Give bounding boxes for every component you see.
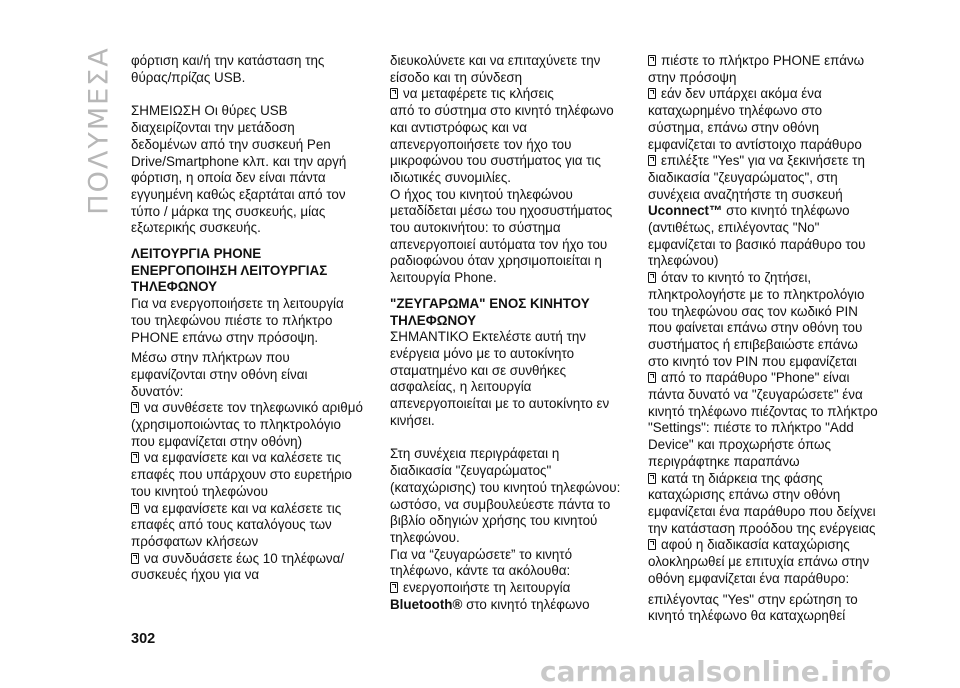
list-item-text: αφού η διαδικασία καταχώρισης ολοκληρωθεί με επιτυχία επάνω στην οθόνη εμφανίζεται ένα παράθυρο: (648, 537, 870, 586)
list-item (390, 580, 622, 613)
list-item (648, 537, 880, 587)
text-column-3 (648, 53, 880, 625)
list-item-text: εάν δεν υπάρχει ακόμα ένα καταχωρημένο τηλέφωνο στο σύστημα, επάνω στην οθόνη εμφανίζεται το αντίστοιχο παράθυρο (648, 86, 862, 152)
page-number: 302 (131, 631, 156, 647)
list-item-text: ενεργοποιήστε τη λειτουργία (403, 580, 571, 596)
checkbox-bullet-icon (648, 155, 656, 166)
list-item (648, 471, 880, 538)
watermark-logo: carmanualsonline.info (540, 655, 892, 688)
checkbox-bullet-icon (390, 582, 398, 593)
checkbox-bullet-icon (131, 402, 139, 413)
list-item (648, 270, 880, 370)
paragraph: φόρτιση και/ή την κατάσταση της θύρας/πρίζας USB. (131, 53, 325, 85)
list-item (131, 551, 363, 584)
text-column-2 (390, 53, 622, 614)
paragraph: Στη συνέχεια περιγράφεται η διαδικασία "ζευγαρώματος" (καταχώρισης) του κινητού τηλεφώνου: ωστόσο, να συμβουλεύεστε πάντα το βιβλίο οδηγιών χρήσης του κινητού τηλεφώνου. (390, 446, 621, 545)
checkbox-bullet-icon (648, 372, 656, 383)
checkbox-bullet-icon (131, 553, 139, 564)
list-item-text: να συνδυάσετε έως 10 τηλέφωνα/συσκευές ήχου για να (131, 550, 345, 583)
list-item (648, 53, 880, 86)
checkbox-bullet-icon (648, 55, 656, 66)
checkbox-bullet-icon (648, 473, 656, 484)
section-heading: ΛΕΙΤΟΥΡΓΙΑ PHONE ΕΝΕΡΓΟΠΟΙΗΣΗ ΛΕΙΤΟΥΡΓΙΑΣ ΤΗΛΕΦΩΝΟΥ (131, 246, 328, 295)
text-column-1 (131, 53, 363, 584)
list-item (648, 153, 880, 270)
list-item (131, 400, 363, 450)
checkbox-bullet-icon (648, 88, 656, 99)
section-side-title (79, 40, 119, 220)
list-item (648, 86, 880, 153)
section-title-text: ΠΟΛΥΜΕΣΑ (83, 45, 115, 215)
checkbox-bullet-icon (648, 539, 656, 550)
list-item-text: όταν το κινητό το ζητήσει, πληκτρολογήστε με το πληκτρολόγιο του τηλεφώνου σας τον κωδικό PIN που φαίνεται επάνω στην οθόνη του συστήματος ή επιβεβαιώστε επάνω στο κινητό τον PIN που εμφανίζεται (648, 270, 865, 369)
checkbox-bullet-icon (131, 503, 139, 514)
paragraph: επιλέγοντας "Yes" στην ερώτηση το κινητό τηλέφωνο θα καταχωρηθεί (648, 591, 858, 624)
list-item (390, 86, 622, 103)
list-item (131, 450, 363, 500)
list-item (648, 370, 880, 470)
paragraph: Μέσω στην πλήκτρων που εμφανίζονται στην οθόνη είναι δυνατόν: (131, 350, 308, 399)
list-item-text: από το παράθυρο "Phone" είναι πάντα δυνατό να "ζευγαρώσετε" ένα κινητό τηλέφωνο πιέζοντας το πλήκτρο "Settings": πιέστε το πλήκτρο "Add Device" και προχωρήστε όπως περιγράφτηκε παραπάνω (648, 370, 878, 469)
list-item-text: να εμφανίσετε και να καλέσετε τις επαφές από τους καταλόγους των πρόσφατων κλήσεων (131, 500, 342, 549)
paragraph: Για να “ζευγαρώσετε” το κινητό τηλέφωνο, κάντε τα ακόλουθα: (390, 546, 573, 579)
paragraph: διευκολύνετε και να επιταχύνετε την είσοδο και τη σύνδεση (390, 53, 601, 85)
checkbox-bullet-icon (390, 88, 398, 99)
note-paragraph: ΣΗΜΕΙΩΣΗ Οι θύρες USB διαχειρίζονται την μετάδοση δεδομένων από την συσκευή Pen Drive/Smartphone κλπ. και την αργή φόρτιση, η οποία δεν είναι πάντα εγγυημένη καθώς εξαρτάται από τον τύπο / μάρκα της συσκευής, μίας εξωτερικής συσκευής. (131, 103, 347, 236)
bluetooth-term: Bluetooth® (390, 596, 463, 612)
list-item-text: πιέστε το πλήκτρο PHONE επάνω στην πρόσοψη (648, 53, 865, 85)
paragraph: Ο ήχος του κινητού τηλεφώνου μεταδίδεται μέσω του ηχοσυστήματος του αυτοκινήτου: το σύστημα απενεργοποιεί αυτόματα τον ήχο του ραδιοφώνου όταν χρησιμοποιείται η λειτουργία Phone. (390, 186, 613, 286)
list-item-text: να μεταφέρετε τις κλήσεις (403, 86, 554, 102)
list-item (131, 501, 363, 551)
list-item-text: κατά τη διάρκεια της φάσης καταχώρισης επάνω στην οθόνη εμφανίζεται ένα παράθυρο που δείχνει την κατάσταση προόδου της ενέργειας (648, 470, 876, 536)
checkbox-bullet-icon (131, 452, 139, 463)
list-item-text: να συνθέσετε τον τηλεφωνικό αριθμό (χρησιμοποιώντας το πληκτρολόγιο που εμφανίζεται στην οθόνη) (131, 400, 363, 449)
paragraph: από το σύστημα στο κινητό τηλέφωνο και αντιστρόφως και να απενεργοποιήσετε τον ήχο του μικροφώνου του συστήματος για τις ιδιωτικές συνομιλίες. (390, 103, 614, 185)
uconnect-term: Uconnect™ (648, 203, 723, 219)
list-item-text-rest: στο κινητό τηλέφωνο (αντιθέτως, επιλέγοντας "No" εμφανίζεται το βασικό παράθυρο του τηλεφώνου) (648, 203, 866, 269)
important-paragraph: ΣΗΜΑΝΤΙΚΟ Εκτελέστε αυτή την ενέργεια μόνο με το αυτοκίνητο σταματημένο και σε συνθήκες ασφαλείας, η λειτουργία απενεργοποιείται με το αυτοκίνητο εν κινήσει. (390, 329, 610, 428)
list-item-text: να εμφανίσετε και να καλέσετε τις επαφές που υπάρχουν στο ευρετήριο του κινητού τηλεφώνου (131, 450, 352, 499)
section-heading: "ΖΕΥΓΑΡΩΜΑ" ΕΝΟΣ ΚΙΝΗΤΟΥ ΤΗΛΕΦΩΝΟΥ (390, 295, 590, 328)
list-item-text: επιλέξτε "Yes" για να ξεκινήσετε τη διαδικασία "ζευγαρώματος", στη συνέχεια αναζητήστε τη συσκευή (648, 153, 865, 202)
list-item-text-rest: στο κινητό τηλέφωνο (462, 596, 590, 612)
checkbox-bullet-icon (648, 272, 656, 283)
paragraph: Για να ενεργοποιήσετε τη λειτουργία του τηλεφώνου πιέστε το πλήκτρο PHONE επάνω στην πρόσοψη. (131, 296, 344, 345)
